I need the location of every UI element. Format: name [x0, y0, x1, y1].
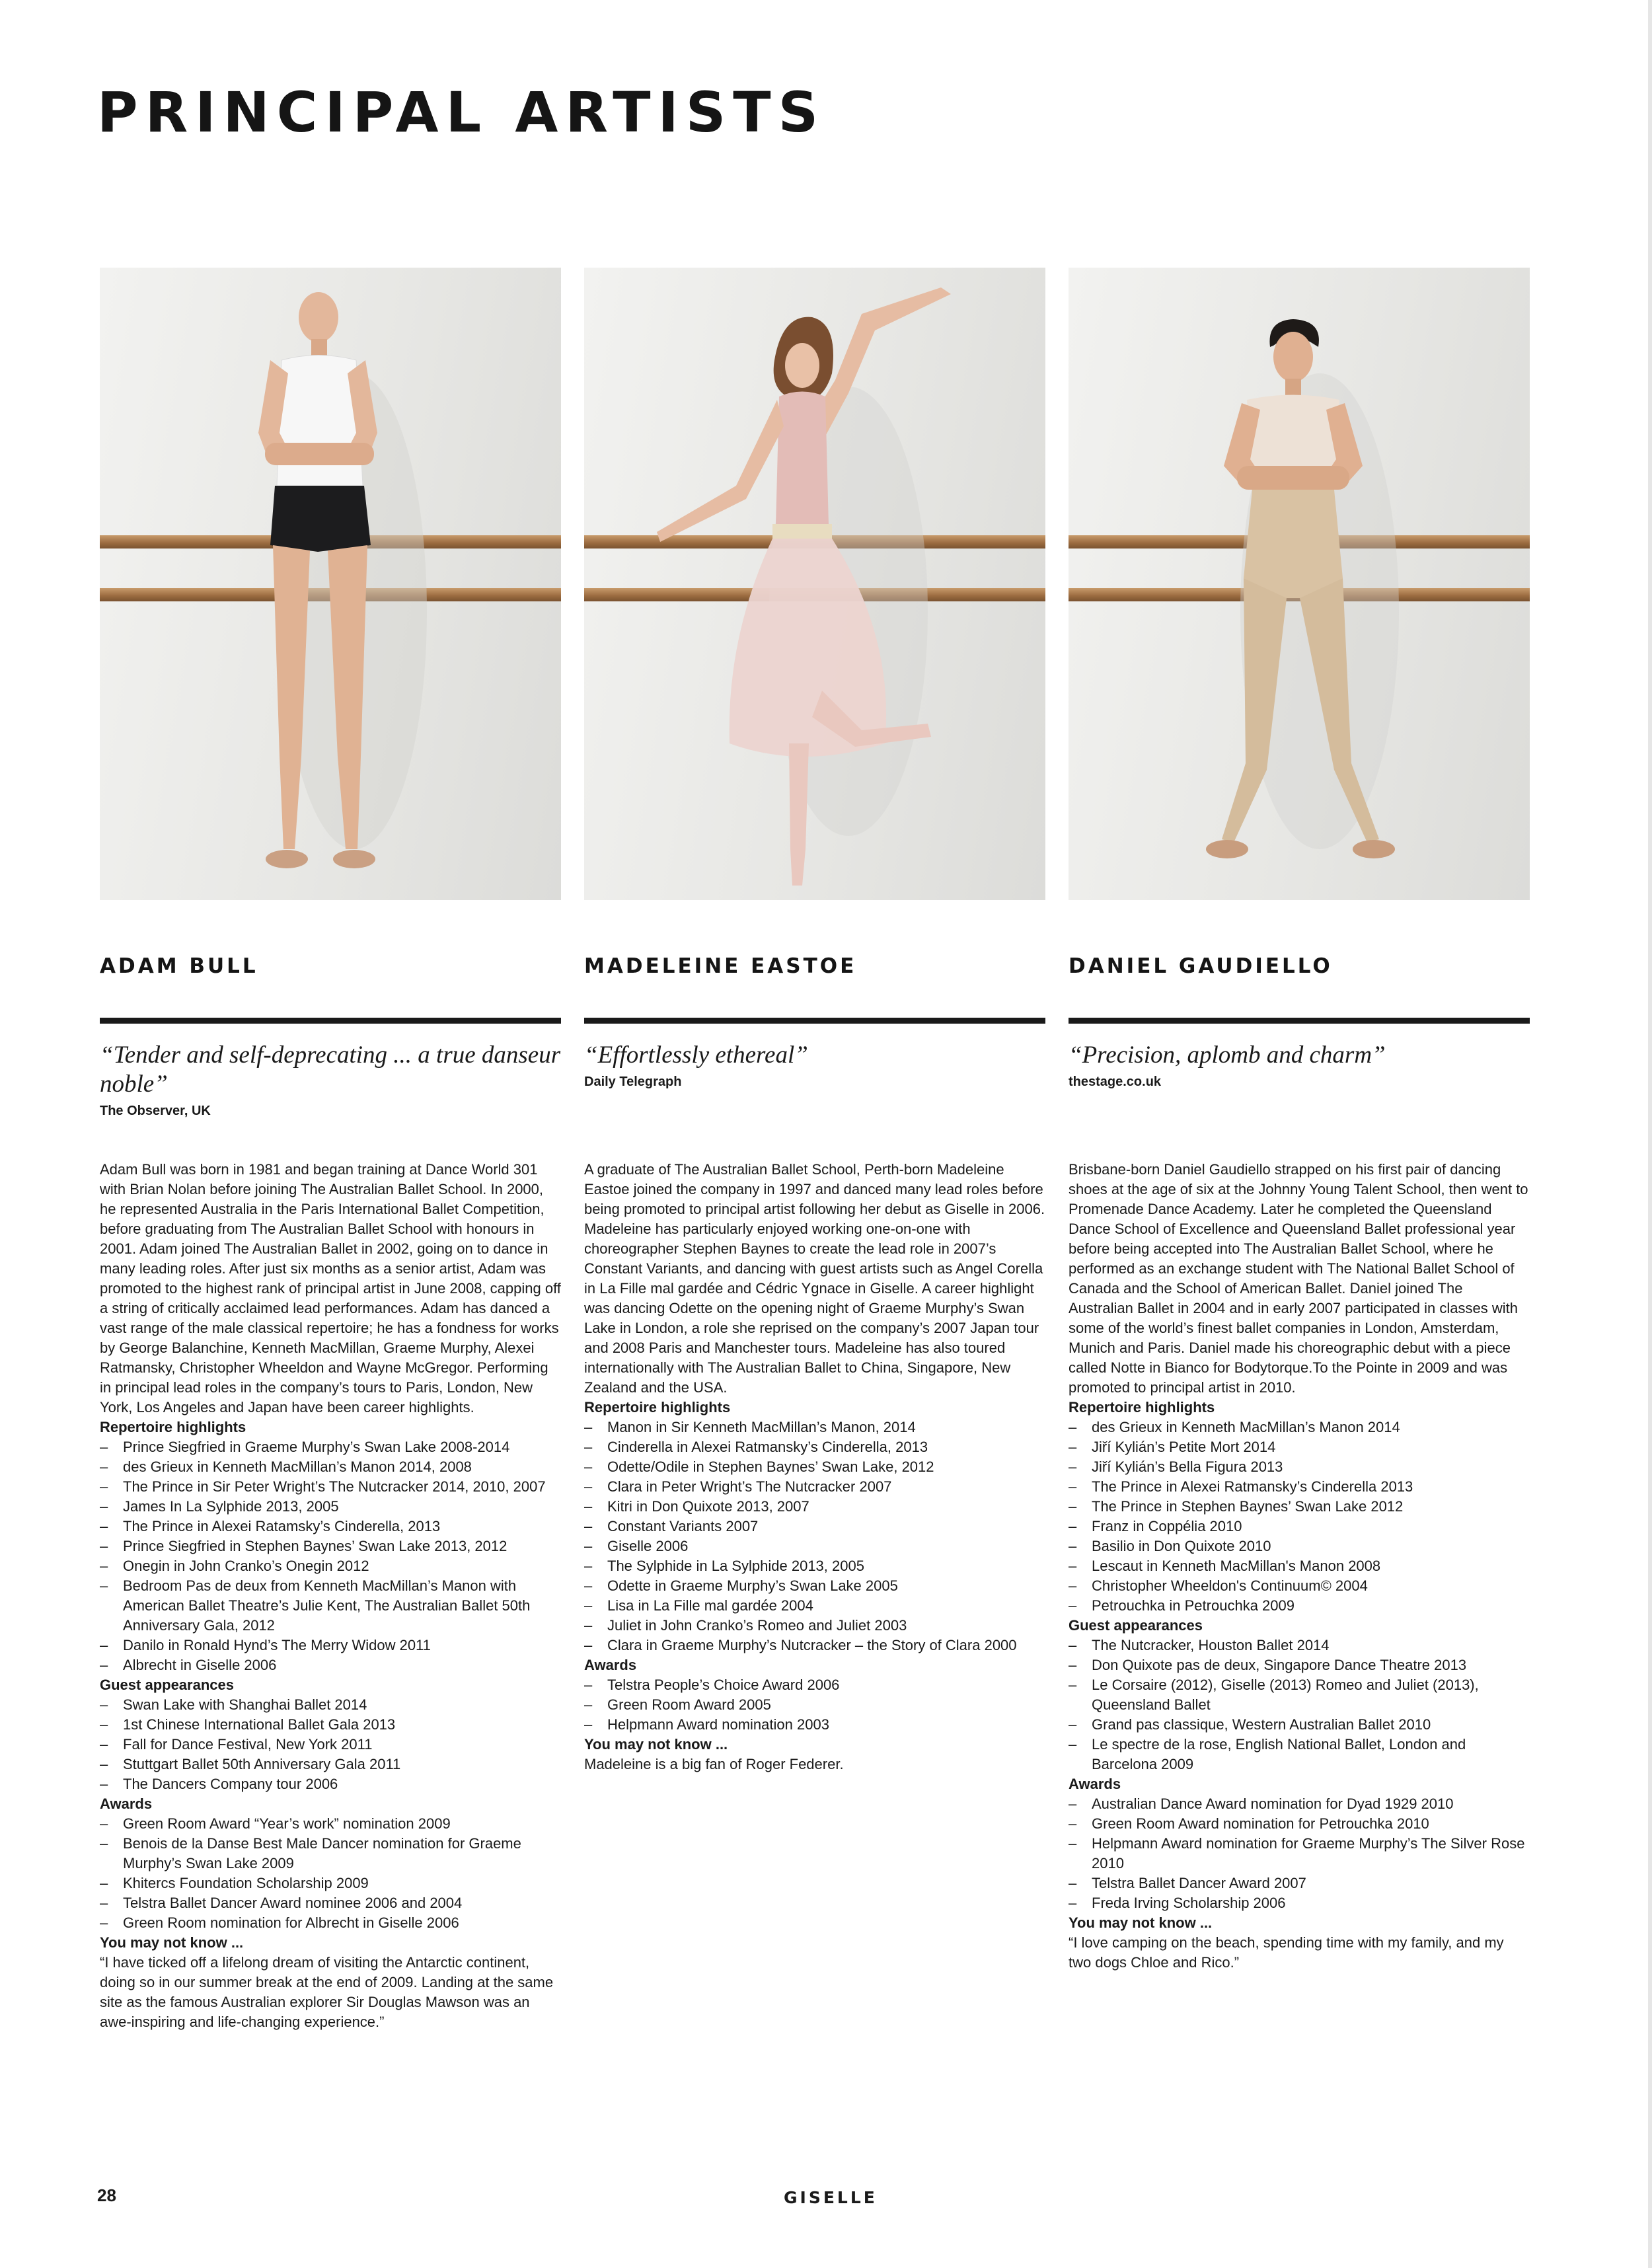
- know-heading: You may not know ...: [1069, 1914, 1213, 1931]
- list-item: – Juliet in John Cranko’s Romeo and Juliet 2003: [584, 1616, 1045, 1636]
- artist-column-madeleine-eastoe: [584, 268, 1045, 1091]
- awards-heading: Awards: [1069, 1776, 1121, 1792]
- name-rule: [584, 1018, 1045, 1024]
- awards-list: [100, 1814, 561, 1933]
- artist-name: ADAM BULL: [100, 954, 258, 978]
- bio-paragraph: A graduate of The Australian Ballet School, Perth-born Madeleine Eastoe joined the company in 1997 and danced many lead roles before being promoted to principal artist following her debut as Giselle in 2006. Madeleine has particularly enjoyed working one-on-one with choreographer Stephen Baynes to create the lead role in 2007’s Constant Variants, and dancing with guest artists such as Angel Corella in La Fille mal gardée and Cédric Ygnace in Giselle. A career highlight was dancing Odette on the opening night of Graeme Murphy’s Swan Lake in London, a role she reprised on the company’s 2007 Japan tour and 2008 Paris and Manchester tours. Madeleine has also toured internationally with The Australian Ballet to China, Singapore, New Zealand and the USA.: [584, 1161, 1045, 1396]
- bio-paragraph: Adam Bull was born in 1981 and began training at Dance World 301 with Brian Nolan before joining The Australian Ballet School. In 2000, he represented Australia in the Paris International Ballet Competition, before graduating from The Australian Ballet School with honours in 2001. Adam joined The Australian Ballet in 2002, going on to dance in many leading roles. After just six months as a senior artist, Adam was promoted to the highest rank of principal artist in June 2008, capping off a string of critically acclaimed lead performances. Adam has danced a vast range of the male classical repertoire; he has a fondness for works by George Balanchine, Kenneth MacMillan, Graeme Murphy, Alexei Ratmansky, Christopher Wheeldon and Wayne McGregor. Performing in principal lead roles in the company’s tours to Paris, London, New York, Los Angeles and Japan have been career highlights.: [100, 1161, 561, 1416]
- list-item: – James In La Sylphide 2013, 2005: [100, 1497, 561, 1517]
- list-item: – Franz in Coppélia 2010: [1069, 1517, 1530, 1536]
- artist-photo: [584, 268, 1045, 900]
- list-item: – Green Room Award “Year’s work” nomination 2009: [100, 1814, 561, 1834]
- list-item: – des Grieux in Kenneth MacMillan’s Manon 2014, 2008: [100, 1457, 561, 1477]
- awards-heading: Awards: [584, 1657, 637, 1673]
- list-item: – Green Room Award 2005: [584, 1695, 1045, 1715]
- know-text: “I love camping on the beach, spending time with my family, and my two dogs Chloe and Rico.”: [1069, 1934, 1504, 1971]
- list-item: – Le spectre de la rose, English National Ballet, London and Barcelona 2009: [1069, 1735, 1530, 1774]
- list-item: – Onegin in John Cranko’s Onegin 2012: [100, 1556, 561, 1576]
- page-title: PRINCIPAL ARTISTS: [97, 80, 826, 145]
- list-item: – Cinderella in Alexei Ratmansky’s Cinderella, 2013: [584, 1437, 1045, 1457]
- list-item: – Christopher Wheeldon's Continuum© 2004: [1069, 1576, 1530, 1596]
- bio-paragraph: Brisbane-born Daniel Gaudiello strapped on his first pair of dancing shoes at the age of six at the Johnny Young Talent School, then went to Promenade Dance Academy. Later he completed the Queensland Dance School of Excellence and Queensland Ballet professional year before being accepted into The Australian Ballet School, where he performed as an exchange student with The National Ballet School of Canada and the School of American Ballet. Daniel joined The Australian Ballet in 2004 and in early 2007 participated in classes with some of the world’s finest ballet companies in London, Amsterdam, Munich and Paris. Daniel made his choreographic debut with a piece called Notte in Bianco for Bodytorque.To the Pointe in 2009 and was promoted to principal artist in 2010.: [1069, 1161, 1528, 1396]
- name-rule: [100, 1018, 561, 1024]
- list-item: – Kitri in Don Quixote 2013, 2007: [584, 1497, 1045, 1517]
- list-item: – Don Quixote pas de deux, Singapore Dance Theatre 2013: [1069, 1655, 1530, 1675]
- list-item: – Stuttgart Ballet 50th Anniversary Gala 2011: [100, 1755, 561, 1774]
- list-item: – Clara in Peter Wright’s The Nutcracker 2007: [584, 1477, 1045, 1497]
- know-heading: You may not know ...: [100, 1934, 244, 1951]
- quote-source: thestage.co.uk: [1069, 1075, 1162, 1089]
- list-item: – The Dancers Company tour 2006: [100, 1774, 561, 1794]
- awards-list: [584, 1675, 1045, 1735]
- artist-photo: [1069, 268, 1530, 900]
- list-item: – Green Room nomination for Albrecht in Giselle 2006: [100, 1913, 561, 1933]
- artist-name: DANIEL GAUDIELLO: [1069, 954, 1333, 978]
- repertoire-list: [584, 1418, 1045, 1655]
- repertoire-heading: Repertoire highlights: [100, 1419, 246, 1435]
- list-item: – Petrouchka in Petrouchka 2009: [1069, 1596, 1530, 1616]
- repertoire-list: [1069, 1418, 1530, 1616]
- list-item: – Jiří Kylián’s Petite Mort 2014: [1069, 1437, 1530, 1457]
- artist-column-daniel-gaudiello: [1069, 268, 1530, 1091]
- quote-source: Daily Telegraph: [584, 1075, 682, 1089]
- list-item: – The Prince in Alexei Ratamsky’s Cinderella, 2013: [100, 1517, 561, 1536]
- press-quote: “Effortlessly ethereal”: [584, 1041, 808, 1069]
- list-item: – Prince Siegfried in Stephen Baynes’ Swan Lake 2013, 2012: [100, 1536, 561, 1556]
- list-item: – Odette/Odile in Stephen Baynes’ Swan Lake, 2012: [584, 1457, 1045, 1477]
- list-item: – Fall for Dance Festival, New York 2011: [100, 1735, 561, 1755]
- list-item: – Australian Dance Award nomination for Dyad 1929 2010: [1069, 1794, 1530, 1814]
- artist-column-adam-bull: [100, 268, 561, 1120]
- list-item: – 1st Chinese International Ballet Gala 2013: [100, 1715, 561, 1735]
- list-item: – Clara in Graeme Murphy’s Nutcracker – the Story of Clara 2000: [584, 1636, 1045, 1655]
- list-item: – The Prince in Stephen Baynes’ Swan Lake 2012: [1069, 1497, 1530, 1517]
- dancer-figure-illustration: [1069, 268, 1530, 900]
- repertoire-heading: Repertoire highlights: [1069, 1399, 1215, 1416]
- list-item: – Green Room Award nomination for Petrouchka 2010: [1069, 1814, 1530, 1834]
- know-text: Madeleine is a big fan of Roger Federer.: [584, 1756, 844, 1772]
- list-item: – Prince Siegfried in Graeme Murphy’s Swan Lake 2008-2014: [100, 1437, 561, 1457]
- list-item: – The Prince in Alexei Ratmansky’s Cinderella 2013: [1069, 1477, 1530, 1497]
- press-quote: “Tender and self-deprecating ... a true danseur noble”: [100, 1041, 561, 1098]
- artist-bio-adam-bull: [100, 1160, 561, 2032]
- list-item: – Albrecht in Giselle 2006: [100, 1655, 561, 1675]
- awards-heading: Awards: [100, 1796, 153, 1812]
- list-item: – Swan Lake with Shanghai Ballet 2014: [100, 1695, 561, 1715]
- dancer-figure-illustration: [584, 268, 1045, 900]
- footer-production-title: GISELLE: [784, 2188, 878, 2207]
- list-item: – The Nutcracker, Houston Ballet 2014: [1069, 1636, 1530, 1655]
- guest-heading: Guest appearances: [1069, 1617, 1203, 1634]
- list-item: – Le Corsaire (2012), Giselle (2013) Romeo and Juliet (2013), Queensland Ballet: [1069, 1675, 1530, 1715]
- list-item: – Manon in Sir Kenneth MacMillan’s Manon, 2014: [584, 1418, 1045, 1437]
- repertoire-list: [100, 1437, 561, 1675]
- name-rule: [1069, 1018, 1530, 1024]
- list-item: – Freda Irving Scholarship 2006: [1069, 1893, 1530, 1913]
- guest-list: [100, 1695, 561, 1794]
- repertoire-heading: Repertoire highlights: [584, 1399, 731, 1416]
- list-item: – Odette in Graeme Murphy’s Swan Lake 2005: [584, 1576, 1045, 1596]
- list-item: – Giselle 2006: [584, 1536, 1045, 1556]
- list-item: – Grand pas classique, Western Australian Ballet 2010: [1069, 1715, 1530, 1735]
- list-item: – Basilio in Don Quixote 2010: [1069, 1536, 1530, 1556]
- artist-photo: [100, 268, 561, 900]
- list-item: – Telstra Ballet Dancer Award 2007: [1069, 1873, 1530, 1893]
- list-item: – Telstra People’s Choice Award 2006: [584, 1675, 1045, 1695]
- awards-list: [1069, 1794, 1530, 1913]
- list-item: – Lisa in La Fille mal gardée 2004: [584, 1596, 1045, 1616]
- list-item: – Jiří Kylián’s Bella Figura 2013: [1069, 1457, 1530, 1477]
- artist-name: MADELEINE EASTOE: [584, 954, 857, 978]
- artist-bio-madeleine-eastoe: [584, 1160, 1045, 1774]
- page-edge: [1648, 0, 1652, 2268]
- dancer-figure-illustration: [100, 268, 561, 900]
- guest-heading: Guest appearances: [100, 1677, 234, 1693]
- list-item: – Helpmann Award nomination 2003: [584, 1715, 1045, 1735]
- list-item: – Benois de la Danse Best Male Dancer nomination for Graeme Murphy’s Swan Lake 2009: [100, 1834, 561, 1873]
- list-item: – Telstra Ballet Dancer Award nominee 2006 and 2004: [100, 1893, 561, 1913]
- list-item: – Lescaut in Kenneth MacMillan's Manon 2008: [1069, 1556, 1530, 1576]
- list-item: – Danilo in Ronald Hynd’s The Merry Widow 2011: [100, 1636, 561, 1655]
- list-item: – Bedroom Pas de deux from Kenneth MacMillan’s Manon with American Ballet Theatre’s Julie Kent, The Australian Ballet 50th Anniversary Gala, 2012: [100, 1576, 561, 1636]
- list-item: – The Sylphide in La Sylphide 2013, 2005: [584, 1556, 1045, 1576]
- page-number: 28: [97, 2185, 116, 2205]
- artist-bio-daniel-gaudiello: [1069, 1160, 1530, 1973]
- know-text: “I have ticked off a lifelong dream of visiting the Antarctic continent, doing so in our summer break at the end of 2009. Landing at the same site as the famous Australian explorer Sir Douglas Mawson was an awe-inspiring and life-changing experience.”: [100, 1954, 554, 2030]
- press-quote: “Precision, aplomb and charm”: [1069, 1041, 1386, 1069]
- quote-source: The Observer, UK: [100, 1104, 211, 1118]
- list-item: – Constant Variants 2007: [584, 1517, 1045, 1536]
- list-item: – Khitercs Foundation Scholarship 2009: [100, 1873, 561, 1893]
- guest-list: [1069, 1636, 1530, 1774]
- list-item: – The Prince in Sir Peter Wright’s The Nutcracker 2014, 2010, 2007: [100, 1477, 561, 1497]
- list-item: – Helpmann Award nomination for Graeme Murphy’s The Silver Rose 2010: [1069, 1834, 1530, 1873]
- know-heading: You may not know ...: [584, 1736, 728, 1753]
- list-item: – des Grieux in Kenneth MacMillan’s Manon 2014: [1069, 1418, 1530, 1437]
